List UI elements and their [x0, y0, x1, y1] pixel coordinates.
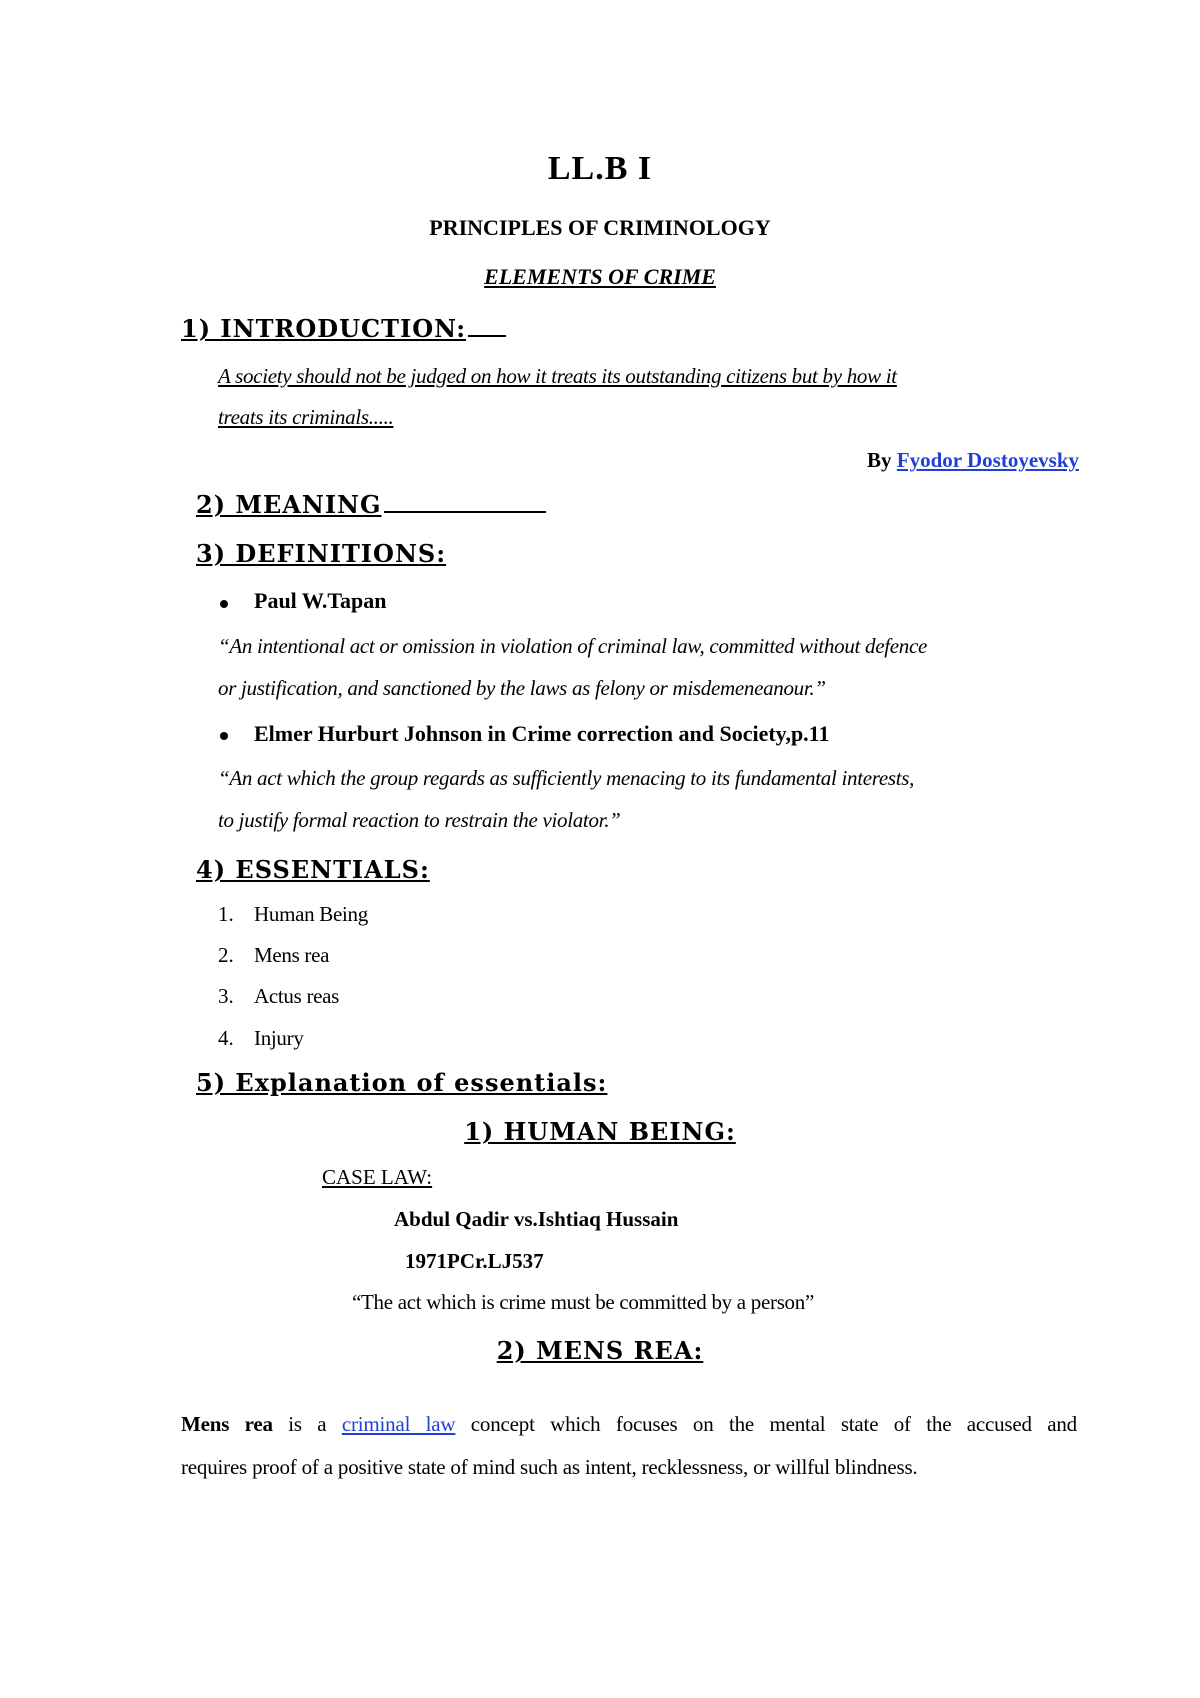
- introduction-heading-text: 1) INTRODUCTION:: [181, 314, 467, 343]
- list-item: Actus reas: [254, 984, 340, 1008]
- list-item: Human Being: [254, 902, 368, 926]
- attribution-prefix: By: [867, 448, 892, 472]
- section-heading-meaning: [196, 490, 546, 519]
- mens-rea-paragraph-line-1: [181, 1412, 1077, 1437]
- subheading-mens-rea: 2) MENS REA:: [496, 1336, 704, 1365]
- quote-attribution: [867, 448, 1079, 473]
- document-title: LL.B I: [547, 150, 653, 187]
- paragraph-text: is a: [272, 1412, 342, 1436]
- definition-author-2: Elmer Hurburt Johnson in Crime correction and Society,p.11: [254, 721, 830, 746]
- list-item: Mens rea: [254, 943, 330, 967]
- section-heading-essentials: 4) ESSENTIALS:: [196, 855, 430, 884]
- meaning-heading-text: 2) MEANING: [196, 490, 382, 519]
- definition-author-1: Paul W.Tapan: [254, 588, 387, 613]
- definition-quote-2-line-2: to justify formal reaction to restrain the violator.”: [218, 808, 621, 832]
- course-title: PRINCIPLES OF CRIMINOLOGY: [429, 215, 771, 240]
- author-link[interactable]: Fyodor Dostoyevsky: [896, 448, 1079, 472]
- definition-quote-1-line-2: or justification, and sanctioned by the laws as felony or misdemeneanour.”: [218, 676, 826, 700]
- section-heading-introduction: [181, 314, 506, 343]
- intro-quote-line-1: A society should not be judged on how it treats its outstanding citizens but by how it: [218, 364, 897, 388]
- mens-rea-paragraph-line-2: requires proof of a positive state of mind such as intent, recklessness, or willful blindness.: [181, 1455, 918, 1479]
- subheading-human-being: 1) HUMAN BEING:: [464, 1117, 736, 1146]
- definition-quote-2-line-1: “An act which the group regards as sufficiently menacing to its fundamental interests,: [218, 766, 915, 790]
- case-quote: “The act which is crime must be committed by a person”: [352, 1290, 814, 1314]
- list-number: 4.: [218, 1026, 234, 1050]
- heading-underline: [468, 334, 506, 337]
- case-name: Abdul Qadir vs.Ishtiaq Hussain: [394, 1207, 679, 1231]
- mens-rea-term: Mens rea: [181, 1412, 273, 1436]
- section-heading-explanation: 5) Explanation of essentials:: [196, 1068, 608, 1097]
- case-citation: 1971PCr.LJ537: [405, 1249, 544, 1273]
- criminal-law-link[interactable]: criminal law: [341, 1412, 456, 1436]
- heading-underline: [384, 510, 546, 513]
- case-law-label: CASE LAW:: [322, 1165, 433, 1189]
- bullet-icon: [220, 732, 228, 740]
- list-number: 1.: [218, 902, 234, 926]
- definition-quote-1-line-1: “An intentional act or omission in violation of criminal law, committed without defence: [218, 634, 928, 658]
- bullet-icon: [220, 600, 228, 608]
- intro-quote-line-2: treats its criminals.....: [218, 405, 394, 429]
- list-item: Injury: [254, 1026, 304, 1050]
- topic-title: ELEMENTS OF CRIME: [484, 264, 716, 289]
- paragraph-text: concept which focuses on the mental state of the accused and: [455, 1412, 1077, 1436]
- section-heading-definitions: 3) DEFINITIONS:: [196, 539, 447, 568]
- list-number: 3.: [218, 984, 234, 1008]
- list-number: 2.: [218, 943, 234, 967]
